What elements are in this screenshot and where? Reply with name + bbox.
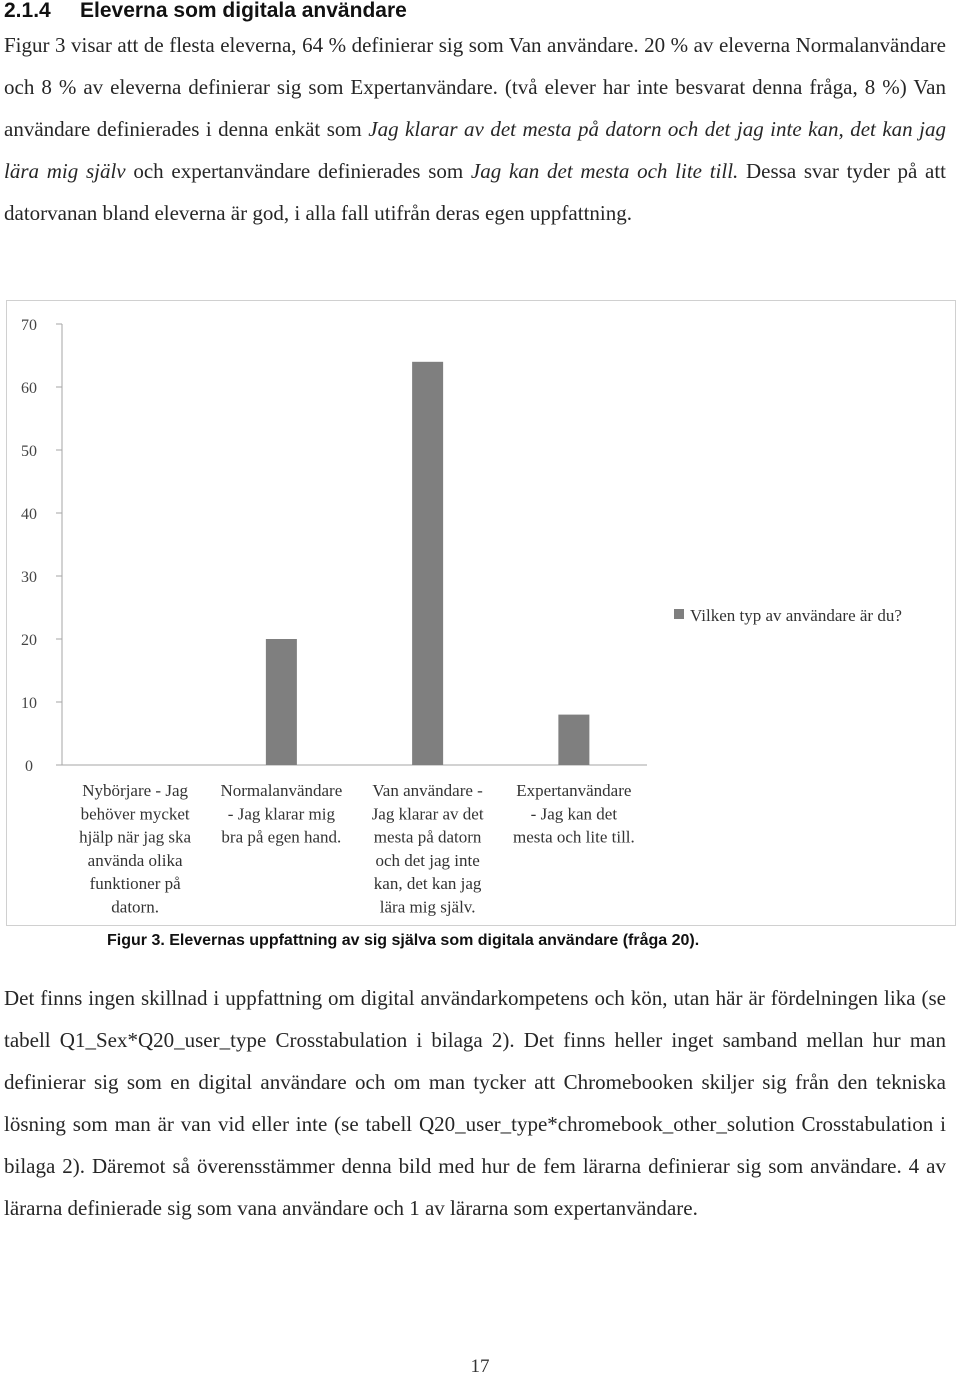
category-label-line: lära mig själv.	[379, 897, 476, 917]
bar-chart	[7, 301, 955, 925]
category-label-line: använda olika	[87, 850, 183, 870]
category-label-line: och det jag inte	[375, 850, 480, 870]
y-tick-label: 0	[25, 758, 33, 775]
discussion-paragraph: Det finns ingen skillnad i uppfattning om digital användarkompetens och kön, utan här är fördelningen lika (se tabell Q1_Sex*Q20_user_type Crosstabulation i bilaga 2). Det finns heller inget samband mellan hur man definierar sig som en digital användare och om man tycker att Chromebooken skiljer sig från den tekniska lösning som man är van vid eller inte (se tabell Q20_user_type*chromebook_other_solution Crosstabulation i bilaga 2). Däremot så överensstämmer denna bild med hur de fem lärarna definierar sig som användare. 4 av lärarna definierade sig som vana användare och 1 av lärarna som expertanvändare.	[4, 986, 946, 1220]
figure-caption: Figur 3. Elevernas uppfattning av sig själva som digitala användare (fråga 20).	[107, 932, 700, 949]
category-label-line: kan, det kan jag	[373, 874, 482, 894]
category-label-line: Nybörjare - Jag	[82, 781, 188, 800]
section-number: 2.1.4	[4, 0, 51, 22]
bar	[558, 715, 589, 765]
intro-paragraph	[4, 24, 946, 234]
category-label-line: - Jag kan det	[530, 804, 618, 824]
y-tick-label: 50	[21, 443, 37, 460]
category-label-line: funktioner på	[89, 874, 181, 894]
intro-text-a: Figur 3 visar att de flesta eleverna, 64 % definierar sig som Van användare. 20 % av eleverna Normalanvändare och 8 % av eleverna definierar sig som Expertanvändare. (två elever har inte besvarat denna fråga, 8 %) Van användare definierades i denna enkät som	[4, 33, 946, 141]
bar	[412, 362, 443, 765]
intro-italic-b: Jag kan det mesta och lite till.	[470, 159, 739, 183]
legend-label: Vilken typ av användare är du?	[690, 606, 902, 625]
chart-frame	[6, 300, 956, 926]
category-label	[513, 781, 635, 847]
category-label	[79, 781, 191, 917]
category-label-line: datorn.	[111, 897, 159, 917]
category-label-line: Normalanvändare	[220, 781, 343, 800]
category-label-line: Expertanvändare	[516, 781, 632, 800]
intro-italic-a: Jag klarar av det mesta på datorn och det jag inte kan, det kan jag lära mig själv	[4, 117, 946, 183]
category-label	[372, 781, 484, 917]
category-label-line: bra på egen hand.	[221, 827, 342, 847]
y-tick-label: 40	[21, 506, 37, 523]
section-heading	[4, 0, 407, 25]
category-label-line: mesta och lite till.	[512, 827, 635, 847]
category-label-line: hjälp när jag ska	[79, 827, 192, 847]
category-label-line: behöver mycket	[80, 804, 190, 824]
y-tick-label: 10	[21, 695, 37, 712]
intro-text-c: Dessa svar tyder på att datorvanan bland eleverna är god, i alla fall utifrån deras egen uppfattning.	[4, 159, 946, 225]
y-tick-label: 20	[21, 632, 37, 649]
page-number: 17	[470, 1356, 490, 1377]
section-title: Eleverna som digitala användare	[80, 0, 407, 22]
category-label-line: - Jag klarar mig	[227, 804, 335, 824]
bar	[266, 639, 297, 765]
category-label	[220, 781, 342, 847]
intro-text-b: och expertanvändare definierades som	[125, 159, 471, 183]
category-label-line: mesta på datorn	[373, 827, 482, 847]
y-tick-label: 60	[21, 380, 37, 397]
category-label-line: Van användare -	[372, 781, 483, 800]
legend-swatch	[674, 609, 684, 619]
y-tick-label: 70	[21, 317, 37, 334]
y-tick-label: 30	[21, 569, 37, 586]
category-label-line: Jag klarar av det	[371, 804, 484, 824]
